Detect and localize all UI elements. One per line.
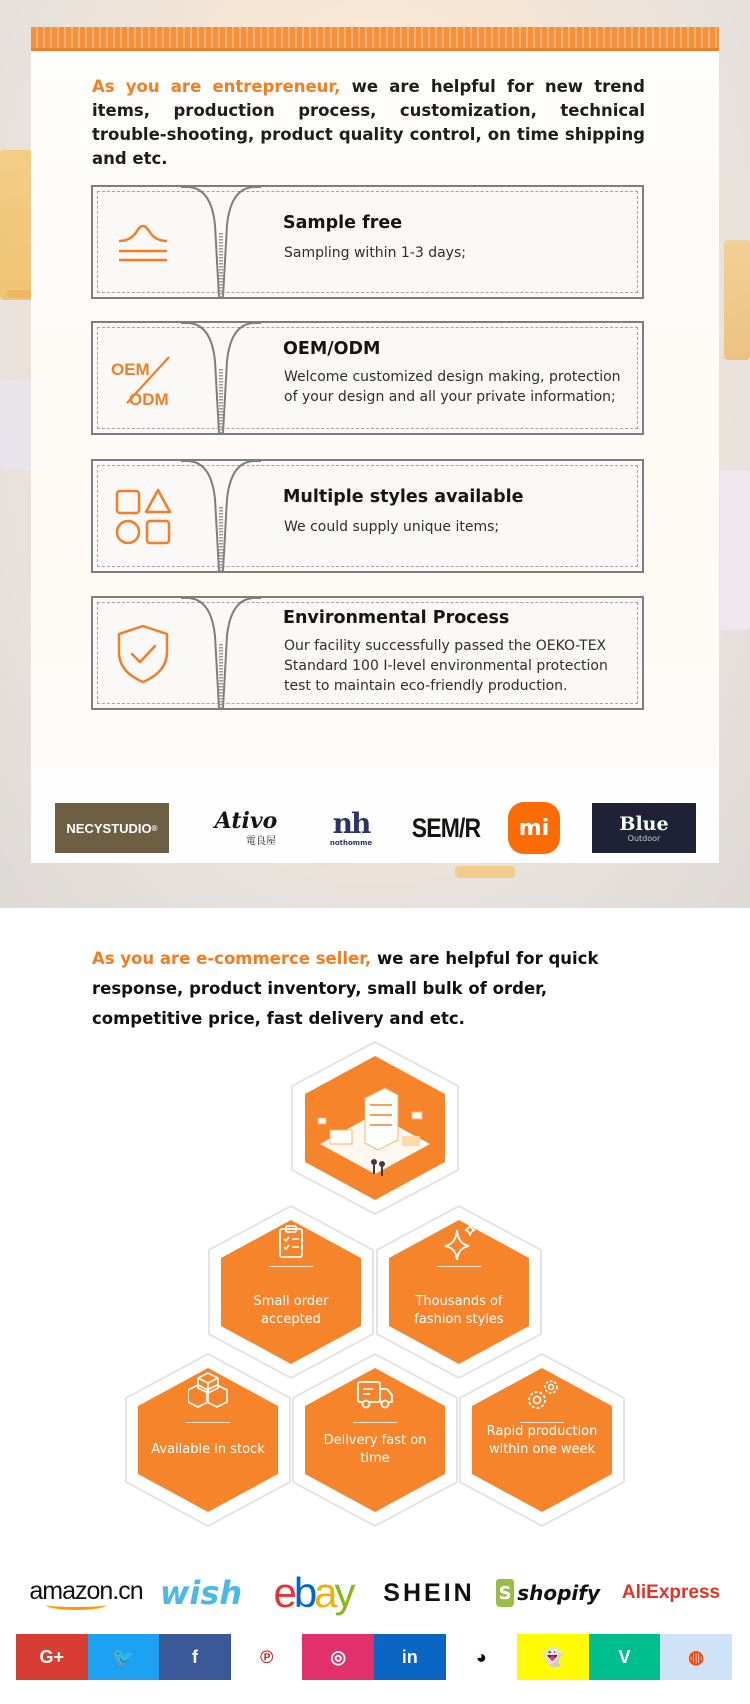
ebay-letter: a <box>314 1569 335 1616</box>
feature-environmental-process <box>91 596 644 710</box>
shopify-bag-icon: S <box>496 1579 514 1607</box>
google-plus-icon[interactable]: G+ <box>16 1634 88 1680</box>
hex-label-in-stock: Available in stock <box>151 1442 265 1457</box>
gears-icon <box>522 1376 562 1416</box>
nothomme-logo-text: nothomme <box>329 839 373 847</box>
ebay-letter: e <box>273 1569 294 1616</box>
nothomme-logo-mark: nh <box>332 807 370 840</box>
hex-divider <box>269 1266 313 1267</box>
feature-desc: Our facility successfully passed the OEKO-TEX Standard 100 I-level environmental protection test to maintain eco-friendly production. <box>284 638 608 694</box>
intro-highlight: As you are entrepreneur, <box>92 77 341 96</box>
ebay-letter: y <box>334 1569 353 1616</box>
decorative-block <box>0 150 34 300</box>
feature-desc: Sampling within 1-3 days; <box>284 245 466 261</box>
intro-highlight: As you are e-commerce seller, <box>92 949 372 968</box>
wish-logo: wish <box>159 1574 243 1612</box>
necystudio-logo <box>55 803 169 853</box>
zipper-border <box>31 27 719 51</box>
sparkle-icon <box>439 1222 479 1262</box>
feature-title: Multiple styles available <box>283 487 524 507</box>
decorative-block <box>720 470 750 630</box>
smiley-icon[interactable]: ◕ <box>446 1634 518 1680</box>
decorative-block <box>6 290 32 298</box>
shapes-icon <box>111 485 175 549</box>
linkedin-icon[interactable]: in <box>374 1634 446 1680</box>
amazon-logo-text: amazon.cn <box>29 1576 143 1605</box>
oem-odm-icon <box>111 347 175 411</box>
feature-title: OEM/ODM <box>283 339 381 359</box>
entrepreneur-intro <box>92 75 645 171</box>
boxes-icon <box>188 1370 228 1410</box>
hex-divider <box>353 1422 397 1423</box>
shield-check-icon <box>111 622 175 686</box>
hex-label-delivery: Delivery fast on time <box>323 1433 427 1466</box>
blue-outdoor-logo <box>592 803 696 853</box>
intro-text: we are helpful for quick response, product inventory, small bulk of order, competitive price, fast delivery and etc. <box>92 949 599 1028</box>
zipper-graphic <box>181 185 261 299</box>
twitter-icon[interactable]: 🐦 <box>88 1634 160 1680</box>
feature-title: Environmental Process <box>283 608 510 628</box>
aliexpress-logo: AliExpress <box>621 1582 721 1603</box>
ativo-logo-subtext: 電良屋 <box>246 835 276 847</box>
feature-sample-free <box>91 185 644 299</box>
oem-icon-text: OEM <box>111 360 150 379</box>
instagram-icon[interactable]: ◎ <box>302 1634 374 1680</box>
feature-desc: Welcome customized design making, protection of your design and all your private information; <box>284 369 621 405</box>
zipper-graphic <box>181 321 261 435</box>
blue-logo-text: Blue <box>619 812 669 835</box>
snapchat-icon[interactable]: 👻 <box>517 1634 589 1680</box>
necystudio-logo-text: NECYSTUDIO <box>66 820 152 836</box>
ecommerce-intro <box>92 944 652 1034</box>
mi-logo: mi <box>508 802 560 854</box>
feature-multiple-styles <box>91 459 644 573</box>
feature-desc: We could supply unique items; <box>284 519 500 535</box>
ebay-logo <box>258 1568 368 1618</box>
hex-label-rapid-production: Rapid production within one week <box>486 1424 598 1457</box>
clipboard-icon <box>271 1222 311 1262</box>
odm-icon-text: ODM <box>129 390 169 409</box>
decorative-block <box>0 380 32 470</box>
brand-logo-strip <box>31 767 719 863</box>
semr-logo: SEM/R <box>411 812 481 843</box>
hex-label-fashion-styles: Thousands of fashion styles <box>414 1294 504 1327</box>
pinterest-icon[interactable]: ℗ <box>231 1634 303 1680</box>
intro-text: we are helpful for new trend items, production process, customization, technical trouble-shooting, product quality control, on time shipping and etc. <box>92 77 645 168</box>
reddit-icon[interactable]: ◍ <box>660 1634 732 1680</box>
shopify-logo-text: shopify <box>517 1581 600 1605</box>
necystudio-registered-mark: ® <box>151 823 158 833</box>
decorative-block <box>455 866 515 878</box>
sample-icon <box>111 211 175 275</box>
shopify-logo <box>496 1568 600 1618</box>
feature-title: Sample free <box>283 213 403 233</box>
ativo-logo <box>196 803 296 853</box>
hex-label-small-order: Small order accepted <box>253 1294 329 1327</box>
hex-divider <box>437 1266 481 1267</box>
facebook-icon[interactable]: f <box>159 1634 231 1680</box>
nothomme-logo <box>316 803 386 853</box>
delivery-truck-icon <box>355 1374 395 1414</box>
social-share-bar <box>16 1634 732 1680</box>
vine-icon[interactable]: V <box>589 1634 661 1680</box>
services-hexagon-grid <box>0 1040 750 1540</box>
blue-logo-subtext: Outdoor <box>627 833 661 843</box>
decorative-block <box>724 240 750 360</box>
zipper-graphic <box>181 459 261 573</box>
entrepreneur-card <box>31 27 719 863</box>
zipper-graphic <box>181 596 261 710</box>
ebay-letter: b <box>293 1569 315 1616</box>
shein-logo: SHEIN <box>383 1578 475 1607</box>
amazon-logo <box>22 1568 150 1618</box>
feature-oem-odm <box>91 321 644 435</box>
ativo-logo-text: Ativo <box>214 807 278 834</box>
hex-divider <box>186 1422 230 1423</box>
amazon-smile-icon <box>46 1600 106 1610</box>
